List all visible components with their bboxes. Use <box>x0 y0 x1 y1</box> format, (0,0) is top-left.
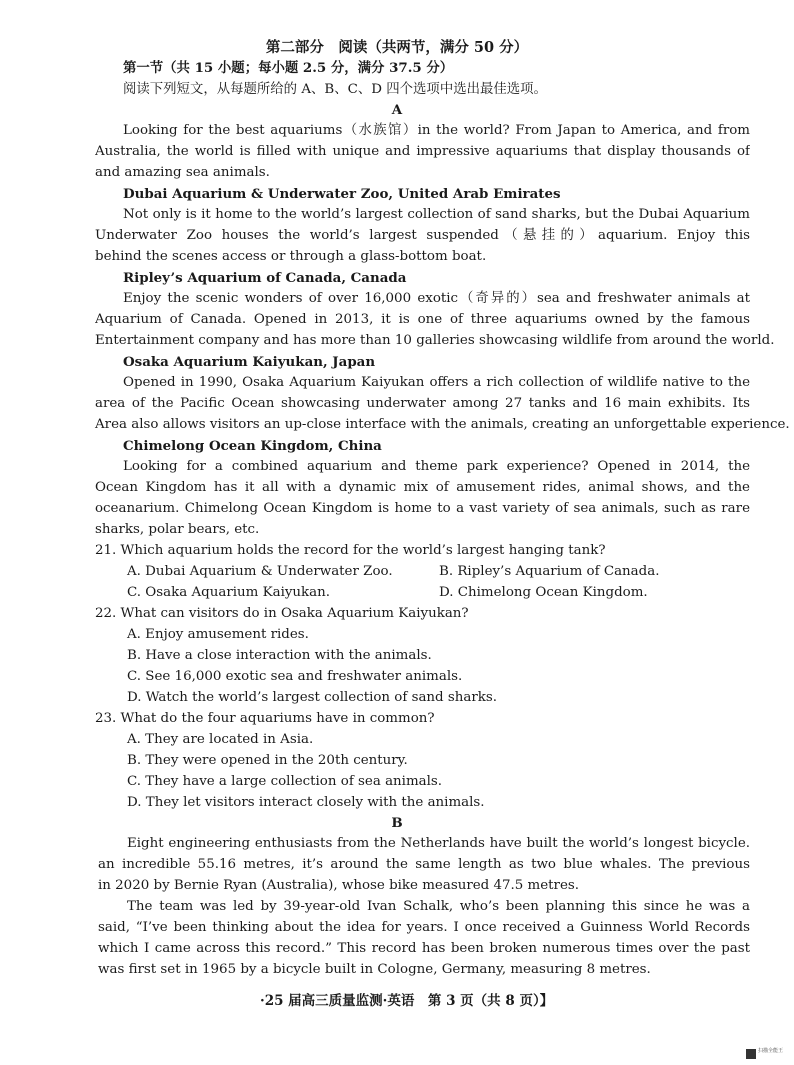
question-23-option-a: A. They are located in Asia. <box>127 732 314 747</box>
osaka-line: Opened in 1990, Osaka Aquarium Kaiyukan offers a rich collection of wildlife native to the <box>123 375 750 390</box>
question-21-stem: 21. Which aquarium holds the record for the world’s largest hanging tank? <box>95 543 606 558</box>
passage-b-line: Eight engineering enthusiasts from the Netherlands have built the world’s longest bicycle. <box>127 836 750 851</box>
passage-b-line: in 2020 by Bernie Ryan (Australia), whose bike measured 47.5 metres. <box>98 878 579 893</box>
ripley-line: Enjoy the scenic wonders of over 16,000 exotic（奇异的）sea and freshwater animals at <box>123 291 750 306</box>
passage-a-intro-line: and amazing sea animals. <box>95 165 270 180</box>
instruction: 阅读下列短文，从每题所给的 A、B、C、D 四个选项中选出最佳选项。 <box>123 82 547 97</box>
question-23-option-b: B. They were opened in the 20th century. <box>127 753 408 768</box>
passage-b-line: an incredible 55.16 metres, it’s around the same length as two blue whales. The previous <box>98 857 750 872</box>
passage-a-intro-line: Australia, the world is filled with unique and impressive aquariums that display thousands of <box>95 144 750 159</box>
question-22-option-c: C. See 16,000 exotic sea and freshwater animals. <box>127 669 463 684</box>
ripley-line: Entertainment company and has more than 10 galleries showcasing wildlife from around the world. <box>95 333 775 348</box>
dubai-line: Not only is it home to the world’s largest collection of sand sharks, but the Dubai Aquarium <box>123 207 750 222</box>
passage-b-line: said, “I’ve been thinking about the idea for years. I once received a Guinness World Records <box>98 920 750 935</box>
question-23-option-c: C. They have a large collection of sea animals. <box>127 774 443 789</box>
question-22-option-b: B. Have a close interaction with the animals. <box>127 648 432 663</box>
question-22-option-a: A. Enjoy amusement rides. <box>127 627 309 642</box>
chimelong-line: Ocean Kingdom has it all with a dynamic mix of amusement rides, animal shows, and the <box>95 480 750 495</box>
passage-b-line: The team was led by 39-year-old Ivan Schalk, who’s been planning this since he was a <box>127 899 750 914</box>
passage-a-letter: A <box>391 102 403 118</box>
ripley-line: Aquarium of Canada. Opened in 2013, it is one of three aquariums owned by the famous <box>95 312 750 327</box>
osaka-line: Area also allows visitors an up-close interface with the animals, creating an unforgettable experience. <box>95 417 790 432</box>
passage-b-line: was first set in 1965 by a bicycle built in Cologne, Germany, measuring 8 metres. <box>98 962 651 977</box>
osaka-heading: Osaka Aquarium Kaiyukan, Japan <box>123 354 376 370</box>
section-title: 第一节（共 15 小题；每小题 2.5 分，满分 37.5 分） <box>123 60 454 76</box>
question-23-option-d: D. They let visitors interact closely with the animals. <box>127 795 485 810</box>
question-21-option-c: C. Osaka Aquarium Kaiyukan. <box>127 585 331 600</box>
question-21-option-d: D. Chimelong Ocean Kingdom. <box>439 585 648 600</box>
question-22-option-d: D. Watch the world’s largest collection of sand sharks. <box>127 690 498 705</box>
page-footer: ·25 届高三质量监测·英语 第 3 页（共 8 页）】 <box>260 993 554 1009</box>
watermark-text: 扫描全能王 <box>758 1048 784 1054</box>
passage-b-line: which I came across this record.” This record has been broken numerous times over the past <box>98 941 750 956</box>
question-21-option-b: B. Ripley’s Aquarium of Canada. <box>439 564 660 579</box>
question-22-stem: 22. What can visitors do in Osaka Aquarium Kaiyukan? <box>95 606 469 621</box>
passage-b-letter: B <box>391 815 403 831</box>
chimelong-line: Looking for a combined aquarium and theme park experience? Opened in 2014, the <box>123 459 750 474</box>
ripley-heading: Ripley’s Aquarium of Canada, Canada <box>123 270 407 286</box>
dubai-heading: Dubai Aquarium & Underwater Zoo, United Arab Emirates <box>123 186 561 202</box>
question-21-option-a: A. Dubai Aquarium & Underwater Zoo. <box>127 564 393 579</box>
dubai-line: behind the scenes access or through a glass-bottom boat. <box>95 249 487 264</box>
dubai-line: Underwater Zoo houses the world’s largest suspended（悬挂的）aquarium. Enjoy this <box>95 228 750 243</box>
osaka-line: area of the Pacific Ocean showcasing underwater among 27 tanks and 16 main exhibits. Its <box>95 396 750 411</box>
part-title: 第二部分 阅读（共两节，满分 50 分） <box>265 39 529 56</box>
chimelong-line: sharks, polar bears, etc. <box>95 522 260 537</box>
chimelong-line: oceanarium. Chimelong Ocean Kingdom is home to a vast variety of sea animals, such as rare <box>95 501 750 516</box>
qr-code-icon <box>746 1049 756 1059</box>
question-23-stem: 23. What do the four aquariums have in common? <box>95 711 435 726</box>
passage-a-intro-line: Looking for the best aquariums（水族馆）in the world? From Japan to America, and from <box>123 123 750 138</box>
chimelong-heading: Chimelong Ocean Kingdom, China <box>123 438 382 454</box>
